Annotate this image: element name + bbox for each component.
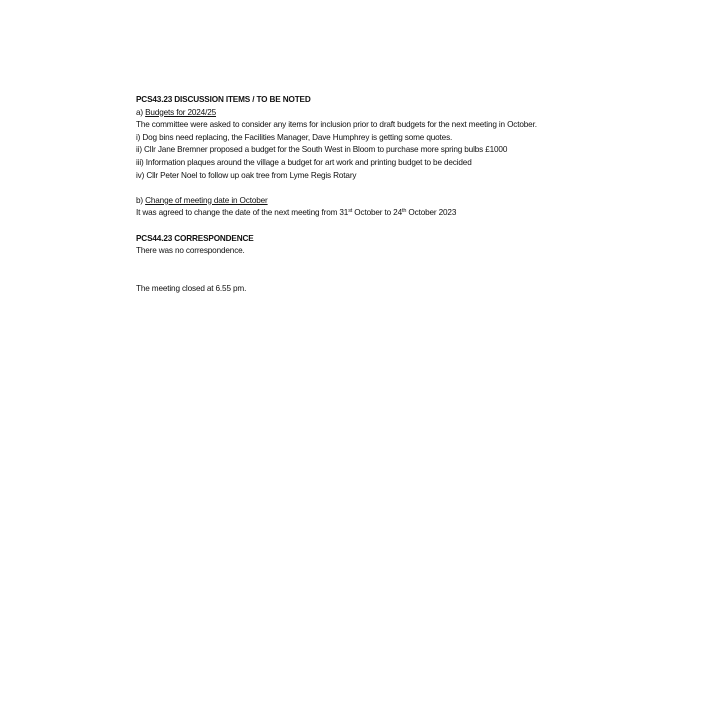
ordinal-suffix-st: st	[348, 208, 353, 215]
subsection-a-title: Budgets for 2024/25	[145, 107, 217, 117]
meeting-closed-text: The meeting closed at 6.55 pm.	[136, 283, 247, 293]
meeting-date-change-text	[136, 207, 586, 220]
meeting-date-text-part-3: October 2023	[406, 208, 457, 218]
subsection-a-prefix: a)	[136, 107, 146, 117]
budgets-intro-paragraph: The committee were asked to consider any items for inclusion prior to draft budgets for the next meeting in October.	[136, 120, 537, 130]
meeting-date-text-part-2: October to 24	[352, 208, 402, 218]
ordinal-suffix-th: th	[401, 208, 407, 215]
meeting-date-text-part-1: It was agreed to change the date of the next meeting from 31	[136, 208, 349, 218]
subsection-b-title-line	[136, 195, 586, 208]
section-heading-correspondence: PCS44.23 CORRESPONDENCE	[136, 233, 254, 243]
spacer	[136, 258, 586, 283]
minutes-content	[136, 94, 586, 295]
subsection-a-title-line	[136, 107, 586, 120]
subsection-b-title: Change of meeting date in October	[145, 195, 268, 205]
budget-item-1: i) Dog bins need replacing, the Facilities Manager, Dave Humphrey is getting some quotes.	[136, 132, 453, 142]
spacer	[136, 182, 586, 195]
budget-item-4: iv) Cllr Peter Noel to follow up oak tree from Lyme Regis Rotary	[136, 170, 357, 180]
budget-item-2: ii) Cllr Jane Bremner proposed a budget for the South West in Bloom to purchase more spring bulbs £1000	[136, 145, 508, 155]
budget-item-3: iii) Information plaques around the village a budget for art work and printing budget to be decided	[136, 157, 472, 167]
correspondence-text: There was no correspondence.	[136, 246, 245, 256]
subsection-b-prefix: b)	[136, 195, 146, 205]
section-heading-discussion-items: PCS43.23 DISCUSSION ITEMS / TO BE NOTED	[136, 95, 311, 104]
spacer	[136, 220, 586, 233]
